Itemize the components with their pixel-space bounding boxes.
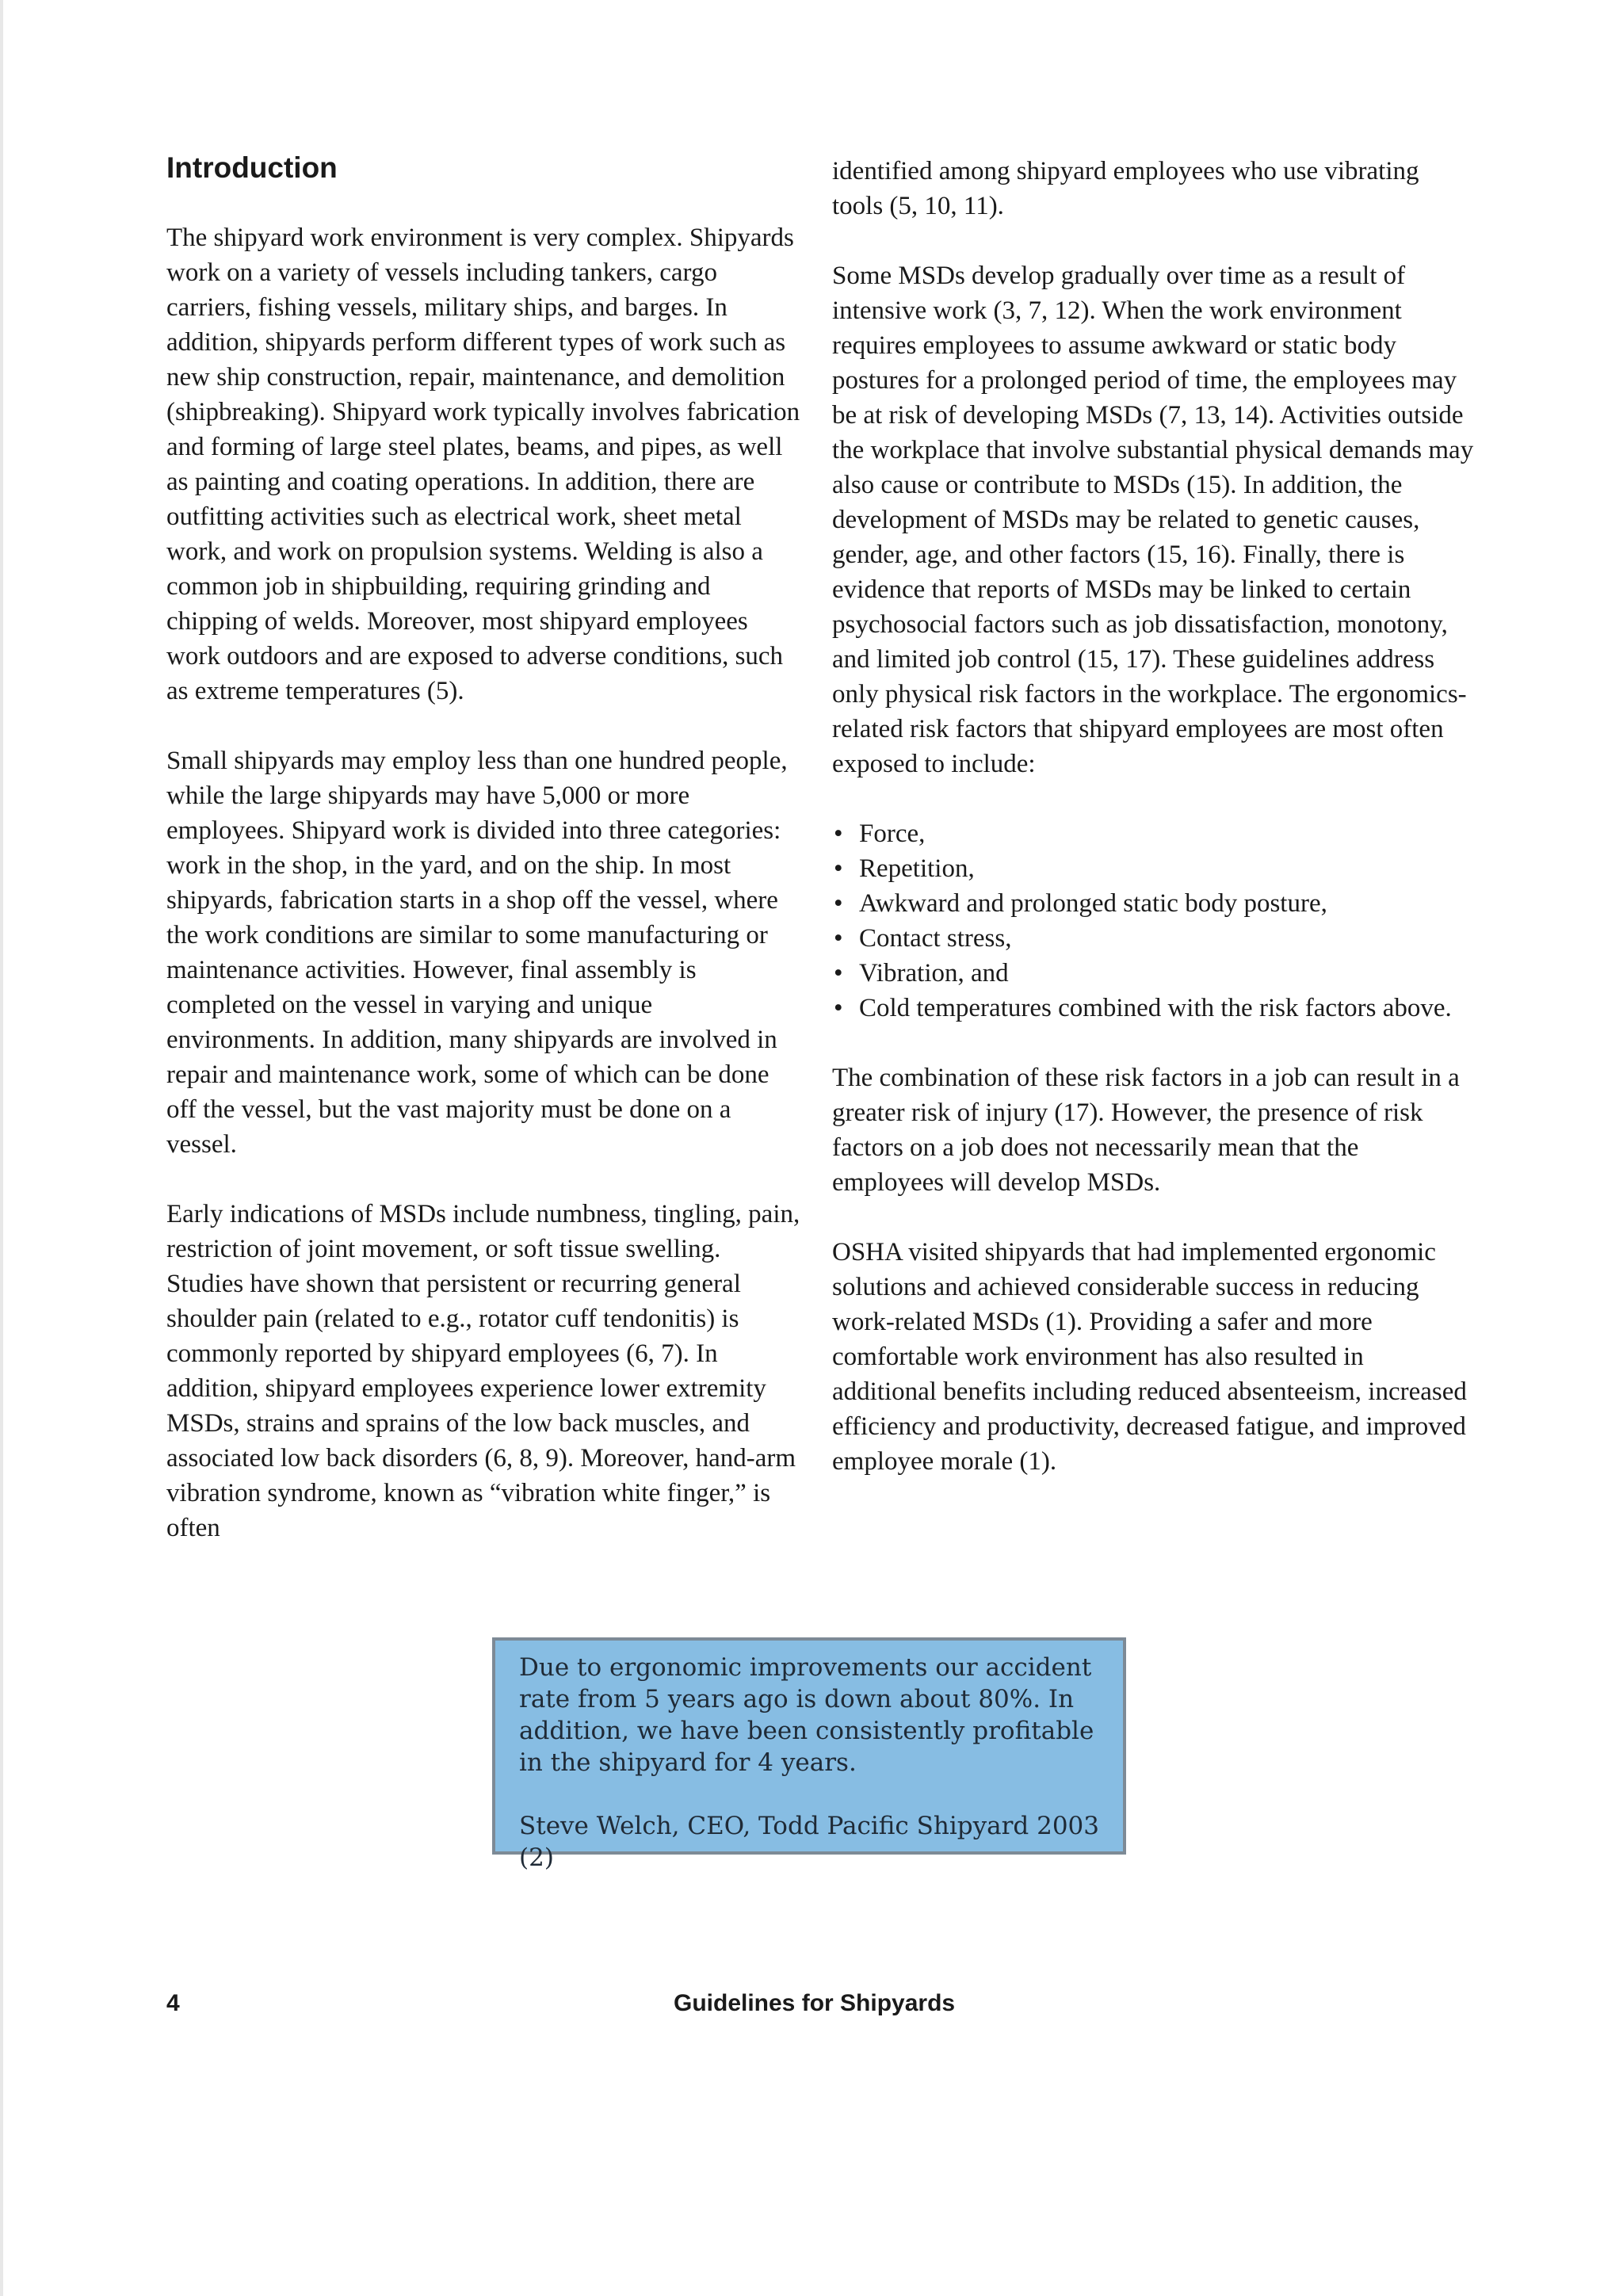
list-item: • Awkward and prolonged static body posture, <box>832 886 1474 921</box>
risk-factor-list <box>832 816 1474 1026</box>
right-column <box>832 154 1474 1514</box>
paragraph-shipyard-environment: The shipyard work environment is very complex. Shipyards work on a variety of vessels including tankers, cargo carriers, fishing vessels, military ships, and barges. In addition, shipyards perform different types of work such as new ship construction, repair, maintenance, and demolition (shipbreaking). Shipyard work typically involves fabrication and forming of large steel plates, beams, and pipes, as well as painting and coating operations. In addition, there are outfitting activities such as electrical work, sheet metal work, and work on propulsion systems. Welding is also a common job in shipbuilding, requiring grinding and chipping of welds. Moreover, most shipyard employees work outdoors and are exposed to adverse conditions, such as extreme temperatures (5). <box>166 223 800 705</box>
list-item: • Vibration, and <box>832 956 1474 991</box>
section-heading: Introduction <box>166 151 338 184</box>
quote-text: Due to ergonomic improvements our accident rate from 5 years ago is down about 80%. In addition, we have been consistently profitable in the shipyard for 4 years. <box>519 1653 1094 1777</box>
left-column <box>166 151 800 1580</box>
paragraph-risk-combination: The combination of these risk factors in a job can result in a greater risk of injury (17). However, the presence of risk factors on a job does not necessarily mean that the employees will develop MSDs. <box>832 1064 1460 1197</box>
footer-title: Guidelines for Shipyards <box>674 1990 956 2016</box>
list-item: • Cold temperatures combined with the risk factors above. <box>832 991 1474 1026</box>
paragraph-early-indications: Early indications of MSDs include numbness, tingling, pain, restriction of joint movement, or soft tissue swelling. Studies have shown that persistent or recurring general shoulder pain (related to e.g., rotator cuff tendonitis) is commonly reported by shipyard employees (6, 7). In addition, shipyard employees experience lower extremity MSDs, strains and sprains of the low back muscles, and associated low back disorders (6, 8, 9). Moreover, hand-arm vibration syndrome, known as “vibration white finger,” is often <box>166 1200 800 1542</box>
list-item: • Repetition, <box>832 851 1474 886</box>
paragraph-continued: identified among shipyard employees who use vibrating tools (5, 10, 11). <box>832 157 1419 220</box>
paragraph-shipyard-size: Small shipyards may employ less than one hundred people, while the large shipyards may have 5,000 or more employees. Shipyard work is divided into three categories: work in the shop, in the yard, and on the ship. In most shipyards, fabrication starts in a shop off the vessel, where the work conditions are similar to some manufacturing or maintenance activities. However, final assembly is completed on the vessel in varying and unique environments. In addition, many shipyards are involved in repair and maintenance work, some of which can be done off the vessel, but the vast majority must be done on a vessel. <box>166 747 788 1159</box>
list-item: • Force, <box>832 816 1474 851</box>
list-item: • Contact stress, <box>832 921 1474 956</box>
page-edge <box>0 0 3 2296</box>
paragraph-msd-development: Some MSDs develop gradually over time as a result of intensive work (3, 7, 12). When the work environment requires employees to assume awkward or static body postures for a prolonged period of time, the employees may be at risk of developing MSDs (7, 13, 14). Activities outside the workplace that involve substantial physical demands may also cause or contribute to MSDs (15). In addition, the development of MSDs may be related to genetic causes, gender, age, and other factors (15, 16). Finally, there is evidence that reports of MSDs may be linked to certain psychosocial factors such as job dissatisfaction, monotony, and limited job control (15, 17). These guidelines address only physical risk factors in the workplace. The ergonomics-related risk factors that shipyard employees are most often exposed to include: <box>832 262 1474 778</box>
footer-page-number: 4 <box>166 1990 180 2016</box>
quote-box <box>492 1637 1126 1872</box>
paragraph-osha-visits: OSHA visited shipyards that had implemented ergonomic solutions and achieved considerable success in reducing work-related MSDs (1). Providing a safer and more comfortable work environment has also resulted in additional benefits including reduced absenteeism, increased efficiency and productivity, decreased fatigue, and improved employee morale (1). <box>832 1238 1467 1476</box>
quote-attribution: Steve Welch, CEO, Todd Pacific Shipyard 2003 (2) <box>519 1812 1099 1872</box>
